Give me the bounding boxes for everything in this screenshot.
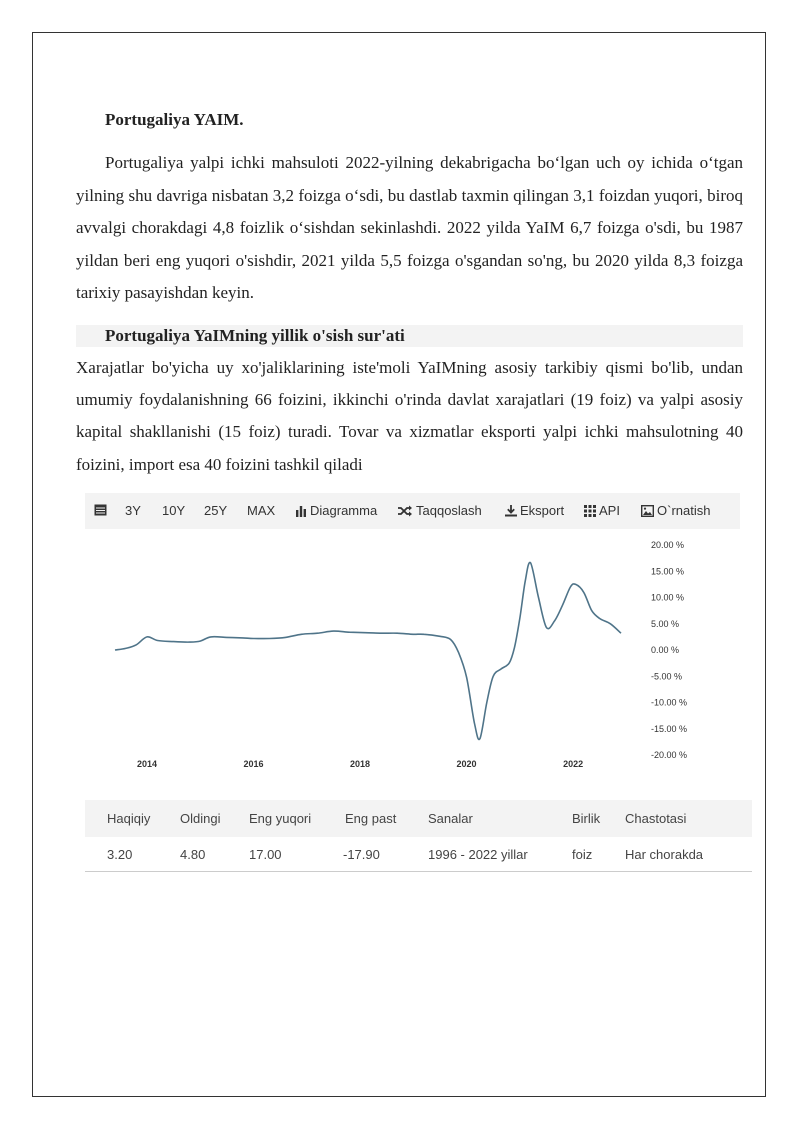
y-tick-label: -10.00 % (651, 697, 688, 708)
body-paragraph: Xarajatlar bo'yicha uy xo'jaliklarining iste'moli YaIMning asosiy tarkibiy qismi bo'lib, undan umumiy foydalanishning 66 foizini, ikkinchi o'rinda davlat xarajatlari (19 foiz) va yalpi asosiy kapital shakllanishi (15 foiz) turadi. Tovar va xizmatlar eksporti yalpi ichki mahsulotning 40 foizini, import esa 40 foizini tashkil qiladi (76, 358, 743, 474)
gdp-growth-chart (85, 530, 745, 775)
y-tick-label: 5.00 % (651, 618, 680, 629)
y-tick-label: 10.00 % (651, 592, 685, 603)
api-button[interactable] (584, 503, 620, 518)
stats-table (85, 800, 752, 872)
value-actual: 3.20 (107, 847, 133, 862)
compare-label: Taqqoslash (416, 503, 482, 518)
x-tick-label: 2016 (243, 759, 264, 769)
header-dates: Sanalar (428, 811, 473, 826)
api-label: API (599, 503, 620, 518)
download-icon (505, 505, 517, 517)
value-lowest: -17.90 (343, 847, 380, 862)
range-10y-button[interactable]: 10Y (162, 503, 186, 518)
value-dates: 1996 - 2022 yillar (428, 847, 528, 862)
image-icon (641, 505, 654, 517)
calendar-icon[interactable] (94, 503, 107, 516)
x-tick-label: 2022 (563, 759, 584, 769)
value-previous: 4.80 (180, 847, 206, 862)
value-frequency: Har chorakda (625, 847, 704, 862)
header-highest: Eng yuqori (249, 811, 312, 826)
y-tick-label: -20.00 % (651, 750, 688, 760)
x-tick-label: 2014 (136, 759, 157, 769)
y-tick-label: 15.00 % (651, 566, 685, 577)
x-tick-label: 2020 (456, 759, 477, 769)
intro-paragraph: Portugaliya yalpi ichki mahsuloti 2022-yilning dekabrigacha bo‘lgan uch oy ichida o‘tgan yilning shu davriga nisbatan 3,2 foizga o‘sdi, bu dastlab taxmin qilingan 3,1 foizdan yuqori, biroq avvalgi chorakdagi 4,8 foizlik o‘sishdan sekinlashdi. 2022 yilda YaIM 6,7 foizga o'sdi, bu 1987 yildan beri eng yuqori o'sishdir, 2021 yilda 5,5 foizga o'sgandan so'ng, bu 2020 yilda 8,3 foizga tarixiy pasayishdan keyin. (76, 153, 743, 302)
diagram-button[interactable] (295, 503, 377, 518)
y-tick-label: 0.00 % (651, 645, 680, 655)
table-row (85, 837, 752, 872)
page-title: Portugaliya YAIM. (105, 110, 244, 129)
series-line (115, 562, 621, 739)
y-tick-label: -5.00 % (651, 671, 683, 682)
header-lowest: Eng past (345, 811, 397, 826)
header-unit: Birlik (572, 811, 601, 826)
range-max-button[interactable]: MAX (247, 503, 276, 518)
value-highest: 17.00 (249, 847, 282, 862)
range-3y-button[interactable]: 3Y (125, 503, 141, 518)
y-tick-label: -15.00 % (651, 723, 688, 734)
diagram-label: Diagramma (310, 503, 378, 518)
header-actual: Haqiqiy (107, 811, 151, 826)
table-header (85, 800, 752, 837)
header-frequency: Chastotasi (625, 811, 687, 826)
chart-toolbar (85, 493, 740, 529)
embed-button[interactable] (641, 503, 710, 518)
section-subtitle: Portugaliya YaIMning yillik o'sish sur'ati (105, 326, 405, 345)
export-label: Eksport (520, 503, 565, 518)
header-previous: Oldingi (180, 811, 221, 826)
bar-chart-icon (295, 505, 307, 517)
value-unit: foiz (572, 847, 593, 862)
grid-icon (584, 505, 596, 517)
x-tick-label: 2018 (350, 759, 371, 769)
export-button[interactable] (505, 503, 564, 518)
line-chart (85, 530, 745, 775)
compare-button[interactable] (398, 503, 482, 518)
embed-label: O`rnatish (657, 503, 711, 518)
shuffle-icon (398, 505, 413, 517)
range-25y-button[interactable]: 25Y (204, 503, 228, 518)
y-tick-label: 20.00 % (651, 540, 685, 550)
